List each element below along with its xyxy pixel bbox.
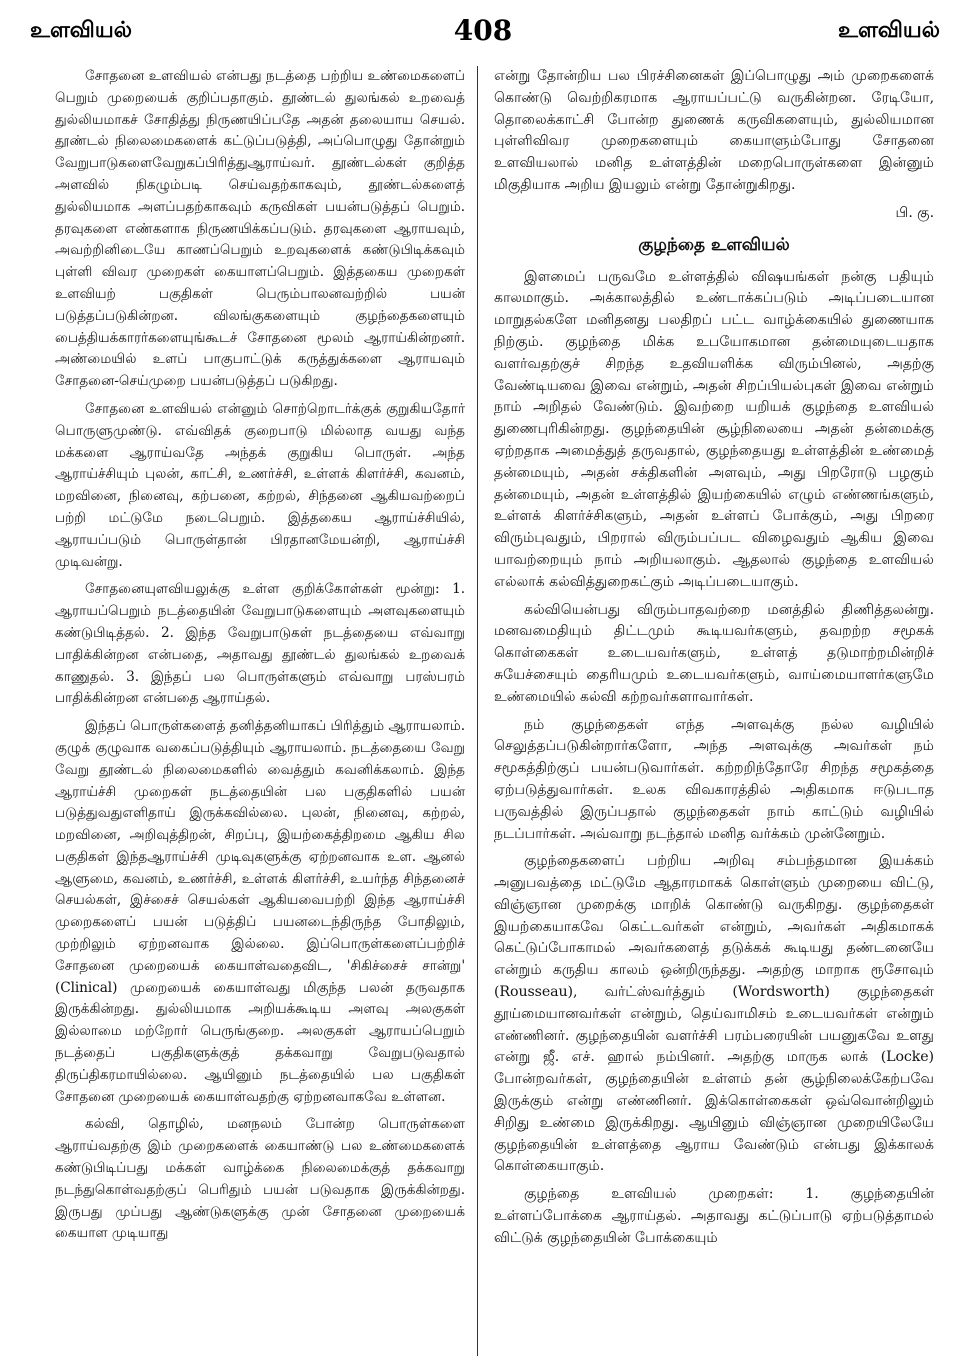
- column-divider: [477, 66, 478, 1356]
- running-head-right: உளவியல்: [838, 18, 940, 43]
- left-column: [55, 66, 465, 1358]
- paragraph: சோதனை உளவியல் என்னும் சொற்றொடர்க்குக் குறுகியதோர் பொருளுமுண்டு. எவ்விதக் குறைபாடு மில்லாத வயது வந்த மக்களை ஆராய்வதே அந்தக் குறுகிய பொருள். அந்த ஆராய்ச்சியும் புலன், காட்சி, உணர்ச்சி, உள்ளக் கிளர்ச்சி, கவனம், மறவினை, நினைவு, கற்பனை, கற்றல், சிந்தனை ஆகியவற்றைப் பற்றி மட்டுமே நடைபெறும். இத்தகைய ஆராய்ச்சியில், ஆராயப்படும் பொருள்தான் பிரதானமேயன்றி, ஆராய்ச்சி முடிவன்று.: [55, 400, 465, 570]
- paragraph: கல்வியென்பது விரும்பாதவற்றை மனத்தில் திணித்தலன்று. மனவமைதியும் திட்டமும் கூடியவர்களும், தவறற்ற சமூகக் கொள்கைகள் உடையவர்களும், உள்ளத் தடுமாற்றமின்றிச் சுயேச்சையும் தைரியமும் உடையவர்களும், வாய்மையாளர்களுமே உண்மையில் கல்வி கற்றவர்களாவார்கள்.: [494, 601, 934, 705]
- paragraph: கல்வி, தொழில், மனநலம் போன்ற பொருள்களை ஆராய்வதற்கு இம் முறைகளைக் கையாண்டு பல உண்மைகளைக் கண்டுபிடிப்பது மக்கள் வாழ்க்கை நிலைமைக்குத் தக்கவாறு நடந்துகொள்வதற்குப் பெரிதும் பயன் படுவதாக இருக்கின்றது. இருபது முப்பது ஆண்டுகளுக்கு முன் சோதனை முறையைக் கையாள முடியாது: [55, 1116, 465, 1242]
- running-head-left: உளவியல்: [30, 18, 132, 43]
- section-heading: குழந்தை உளவியல்: [638, 234, 790, 255]
- paragraph: சோதனை உளவியல் என்பது நடத்தை பற்றிய உண்மைகளைப் பெறும் முறையைக் குறிப்பதாகும். தூண்டல் துலங்கல் உறவைத் துல்லியமாகச் சோதித்து நிருணயிப்பதே அதன் தலையாய செயல். தூண்டல் நிலைமைகளைக் கட்டுப்படுத்தி, அப்பொழுது தோன்றும் வேறுபாடுகளைவேறுகப்பிரித்துஆராய்வர். தூண்டல்கள் குறித்த அளவில் நிகழும்படி செய்வதற்காகவும், தூண்டல்களைத் துல்லியமாக அளப்பதற்காகவும் கருவிகள் பயன்படுத்தப் பெறும். தரவுகளை எண்களாக நிருணயிக்கப்படும். தரவுகளை ஆராயவும், அவற்றினிடையே காணப்பெறும் உறவுகளைக் கண்டுபிடிக்கவும் புள்ளி விவர முறைகள் கையாளப்பெறும். இத்தகைய முறைகள் உளவியற் பகுதிகள் பெரும்பாலனவற்றில் பயன் படுத்தப்படுகின்றன. விலங்குகளையும் குழந்தைகளையும் பைத்தியக்காரர்களையுங்கூடச் சோதனை மூலம் ஆராய்கின்றனர். அண்மையில் உளப் பாகுபாட்டுக் கருத்துக்களை ஆராயவும் சோதனை-செய்முறை பயன்படுத்தப் படுகிறது.: [55, 68, 465, 390]
- paragraph: இளமைப் பருவமே உள்ளத்தில் விஷயங்கள் நன்கு பதியும் காலமாகும். அக்காலத்தில் உண்டாக்கப்படும் அடிப்படையான மாறுதல்களே மனிதனது பலதிறப் பட்ட வாழ்க்கையில் துணையாக நிற்கும். குழந்தை மிக்க உபயோகமான தன்மையுடையதாக வளர்வதற்குச் சிறந்த உதவியளிக்க விரும்பினல், அதற்கு வேண்டியவை இவை என்றும், அதன் சிறப்பியல்புகள் இவை என்றும் நாம் அறிதல் வேண்டும். இவற்றை யறியக் குழந்தை உளவியல் துணைபுரிகின்றது. குழந்தையின் சூழ்நிலையை அதன் தன்மைக்கு ஏற்றதாக அமைத்துத் தருவதால், குழந்தையது உள்ளத்தின் உண்மைத் தன்மையும், அதன் சக்திகளின் அளவும், அது பிறரோடு பழகும் தன்மையும், அதன் உள்ளத்தில் இயற்கையில் எழும் எண்ணங்களும், உள்ளக் கிளர்ச்சிகளும், அதன் உள்ளப் போக்கும், அது பிறரை விரும்புவதும், பிறரால் விரும்பப்பட விழைவதும் ஆகிய இவை யாவற்றையும் நாம் அறியலாகும். ஆதலால் குழந்தை உளவியல் எல்லாக் கல்வித்துறைகட்கும் அடிப்படையாகும்.: [494, 268, 934, 590]
- paragraph: சோதனையுளவியலுக்கு உள்ள குறிக்கோள்கள் மூன்று: 1. ஆராயப்பெறும் நடத்தையின் வேறுபாடுகளையும் அளவுகளையும் கண்டுபிடித்தல். 2. இந்த வேறுபாடுகள் நடத்தையை எவ்வாறு பாதிக்கின்றன என்பதை, அதாவது தூண்டல் துலங்கல் உறவைக் காணுதல். 3. இந்தப் பல பொருள்களும் எவ்வாறு பரஸ்பரம் பாதிக்கின்றன என்பதை ஆராய்தல்.: [55, 581, 465, 707]
- paragraph: குழந்தை உளவியல் முறைகள்: 1. குழந்தையின் உள்ளப்போக்கை ஆராய்தல். அதாவது கட்டுப்பாடு ஏற்படுத்தாமல் விட்டுக் குழந்தையின் போக்கையும்: [494, 1186, 934, 1246]
- paragraph: இந்தப் பொருள்களைத் தனித்தனியாகப் பிரித்தும் ஆராயலாம். குழுக் குழுவாக வகைப்படுத்தியும் ஆராயலாம். நடத்தையை வேறு வேறு தூண்டல் நிலைமைகளில் வைத்தும் கவனிக்கலாம். இந்த ஆராய்ச்சி முறைகள் நடத்தையின் பல பகுதிகளில் பயன் படுத்துவதுஎளிதாய் இருக்கவில்லை. புலன், நினைவு, கற்றல், மறவினை, அறிவுத்திறன், சிறப்பு, இயற்கைத்திறமை ஆகிய சில பகுதிகள் இந்தஆராய்ச்சி முடிவுகளுக்கு ஏற்றனவாக உள. ஆனல் ஆளுமை, கவனம், உணர்ச்சி, உள்ளக் கிளர்ச்சி, உயர்ந்த சிந்தனைச் செயல்கள், இச்சைச் செயல்கள் ஆகியவைபற்றி இந்த ஆராய்ச்சி முறைகளைப் பயன் படுத்திப் பயனடைந்திருந்த போதிலும், முற்றிலும் ஏற்றனவாக இல்லை. இப்பொருள்களைப்பற்றிச் சோதனை முறையைக் கையாள்வதைவிட, 'சிகிச்சைச் சான்று' (Clinical) முறையைக் கையாள்வது மிகுந்த பலன் தருவதாக இருக்கின்றது. துல்லியமாக அறியக்கூடிய அளவு அலகுகள் இல்லாமை மற்றோர் பெருங்குறை. அலகுகள் ஆராயப்பெறும் நடத்தைப் பகுதிகளுக்குத் தக்கவாறு வேறுபடுவதால் திருப்திகரமாயில்லை. ஆயினும் நடத்தையில் பல பகுதிகள் சோதனை முறையைக் கையாள்வதற்கு ஏற்றனவாகவே உள்ளன.: [55, 718, 465, 1105]
- paragraph: என்று தோன்றிய பல பிரச்சினைகள் இப்பொழுது அம் முறைகளைக் கொண்டு வெற்றிகரமாக ஆராயப்பட்டு வருகின்றன. ரேடியோ, தொலைக்காட்சி போன்ற துணைக் கருவிகளையும், துல்லியமான புள்ளிவிவர முறைகளையும் கையாளும்போது சோதனை உளவியலால் மனித உள்ளத்தின் மறைபொருள்களை இன்னும் மிகுதியாக அறிய இயலும் என்று தோன்றுகிறது.: [494, 68, 934, 193]
- paragraph: குழந்தைகளைப் பற்றிய அறிவு சம்பந்தமான இயக்கம் அனுபவத்தை மட்டுமே ஆதாரமாகக் கொள்ளும் முறையை விட்டு, விஞ்ஞான முறைக்கு மாறிக் கொண்டு வருகிறது. குழந்தைகள் இயற்கையாகவே கெட்டவர்கள் என்றும், அவர்கள் அதிகமாகக் கெட்டுப்போகாமல் அவர்களைத் தடுக்கக் கூடியது தண்டனையே என்றும் கருதிய காலம் ஒன்றிருந்தது. அதற்கு மாறாக ரூசோவும் (Rousseau), வர்ட்ஸ்வர்த்தும் (Wordsworth) குழந்தைகள் தூய்மையானவர்கள் என்றும், தெய்வாமிசம் உடையவர்கள் என்றும் எண்ணினர். குழந்தையின் வளர்ச்சி பரம்பரையின் பயனுகவே உளது என்று ஜீ. எச். ஹால் நம்பினர். அதற்கு மாருக லாக் (Locke) போன்றவர்கள், குழந்தையின் உள்ளம் தன் சூழ்நிலைக்கேற்பவே இருக்கும் என்று எண்ணினர். இக்கொள்கைகள் ஒவ்வொன்றிலும் சிறிது உண்மை இருக்கிறது. ஆயினும் விஞ்ஞான முறையிலேயே குழந்தையின் உள்ளத்தை ஆராய வேண்டும் என்பது இக்காலக் கொள்கையாகும்.: [494, 853, 934, 1175]
- right-column: [494, 66, 934, 1358]
- page-header: [0, 0, 966, 60]
- author-initials: பி. கு.: [895, 204, 934, 221]
- page-number: 408: [453, 14, 513, 47]
- paragraph: நம் குழந்தைகள் எந்த அளவுக்கு நல்ல வழியில் செலுத்தப்படுகின்றார்களோ, அந்த அளவுக்கு அவர்கள் நம் சமூகத்திற்குப் பயன்படுவார்கள். கற்றறிந்தோரே சிறந்த சமூகத்தை ஏற்படுத்துவார்கள். உலக விவகாரத்தில் அதிகமாக ஈடுபடாத பருவத்தில் இருப்பதால் குழந்தைகள் நாம் காட்டும் வழியில் நடப்பார்கள். அவ்வாறு நடந்தால் மனித வர்க்கம் முன்னேறும்.: [494, 716, 934, 842]
